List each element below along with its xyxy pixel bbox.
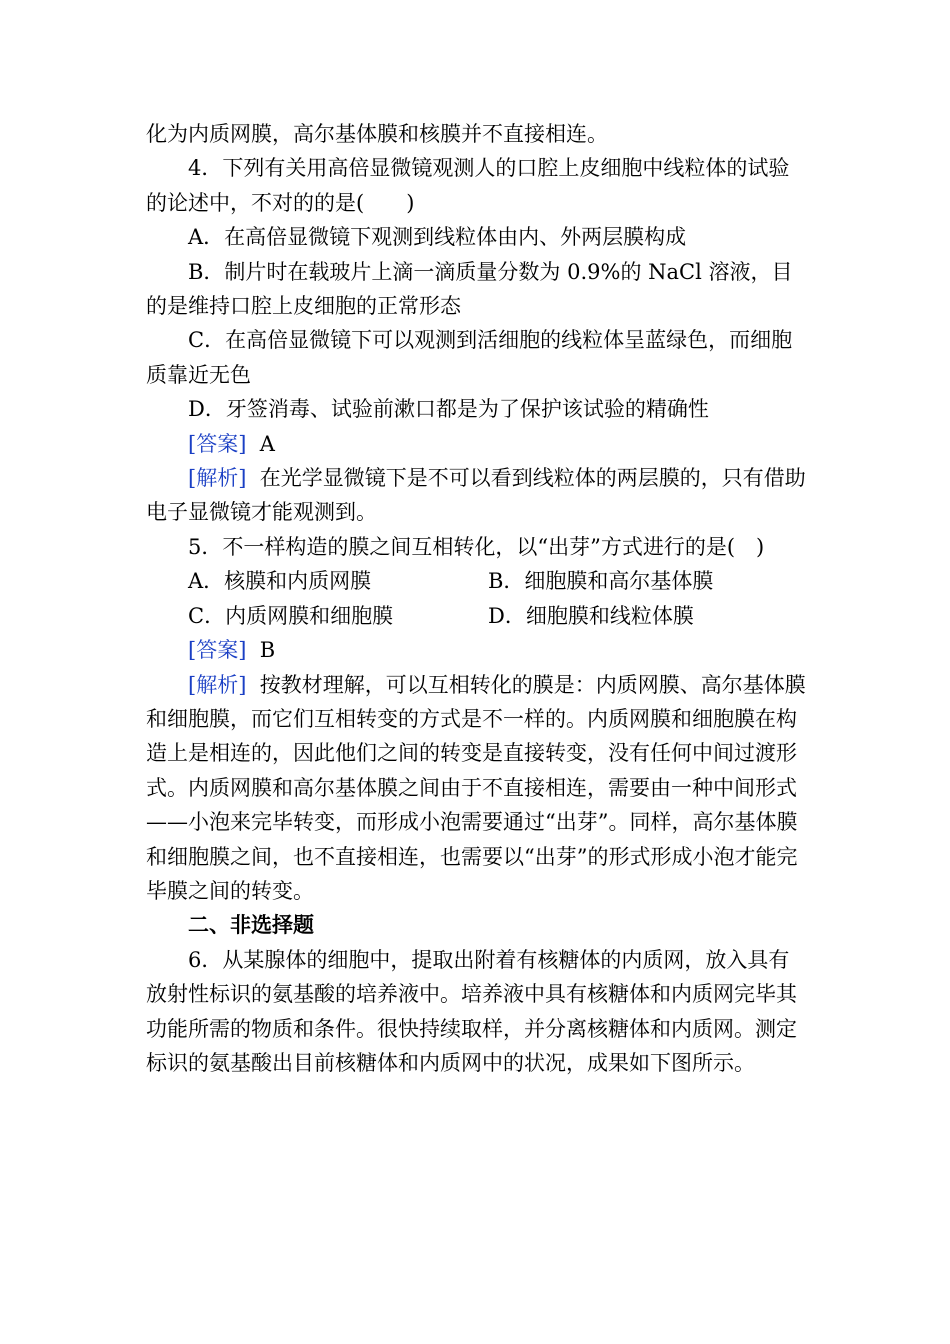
question-5-option-c: C．内质网膜和细胞膜	[188, 603, 394, 628]
section-heading: 二、非选择题	[188, 912, 314, 938]
question-5-options-row-2	[146, 599, 808, 633]
question-4-answer	[146, 427, 808, 461]
question-5-analysis	[146, 668, 808, 909]
document-page	[146, 117, 808, 1080]
answer-value: B	[259, 638, 276, 663]
analysis-text: 按教材理解，可以互相转化的膜是：内质网膜、高尔基体膜和细胞膜，而它们互相转变的方式是不一样的。内质网膜和细胞膜在构造上是相连的，因此他们之间的转变是直接转变，没有任何中间过渡形式。内质网膜和高尔基体膜之间由于不直接相连，需要由一种中间形式——小泡来完毕转变，而形成小泡需要通过“出芽”。同样，高尔基体膜和细胞膜之间，也不直接相连，也需要以“出芽”的形式形成小泡才能完毕膜之间的转变。	[146, 672, 806, 903]
analysis-tag: [解析]	[188, 466, 247, 491]
analysis-tag: [解析]	[188, 672, 247, 697]
question-4-option-a: A．在高倍显微镜下观测到线粒体由内、外两层膜构成	[188, 225, 687, 250]
question-6-stem: 6．从某腺体的细胞中，提取出附着有核糖体的内质网，放入具有放射性标识的氨基酸的培养液中。培养液中具有核糖体和内质网完毕其功能所需的物质和条件。很快持续取样，并分离核糖体和内质网。测定标识的氨基酸出目前核糖体和内质网中的状况，成果如下图所示。	[146, 947, 797, 1075]
analysis-text: 在光学显微镜下是不可以看到线粒体的两层膜的，只有借助电子显微镜才能观测到。	[146, 466, 806, 525]
question-5-option-d: D．细胞膜和线粒体膜	[488, 603, 694, 628]
question-4-option-b: B．制片时在载玻片上滴一滴质量分数为 0.9%的 NaCl 溶液，目的是维持口腔上皮细胞的正常形态	[146, 259, 793, 319]
question-5-answer	[146, 633, 808, 667]
answer-tag: [答案]	[188, 638, 247, 663]
question-4-stem: 4．下列有关用高倍显微镜观测人的口腔上皮细胞中线粒体的试验的论述中，不对的的是( )	[146, 156, 790, 215]
continued-text: 化为内质网膜，高尔基体膜和核膜并不直接相连。	[146, 122, 608, 146]
question-4-option-c: C．在高倍显微镜下可以观测到活细胞的线粒体呈蓝绿色，而细胞质靠近无色	[146, 328, 793, 387]
answer-tag: [答案]	[188, 431, 247, 456]
question-5-option-b: B．细胞膜和高尔基体膜	[488, 569, 714, 594]
question-4-analysis	[146, 461, 808, 530]
question-4-option-d: D．牙签消毒、试验前漱口都是为了保护该试验的精确性	[188, 397, 709, 422]
question-5-option-a: A．核膜和内质网膜	[188, 569, 372, 594]
question-5-stem: 5．不一样构造的膜之间互相转化，以“出芽”方式进行的是( )	[188, 534, 765, 559]
answer-value: A	[259, 431, 275, 456]
question-5-options-row-1	[146, 564, 808, 598]
